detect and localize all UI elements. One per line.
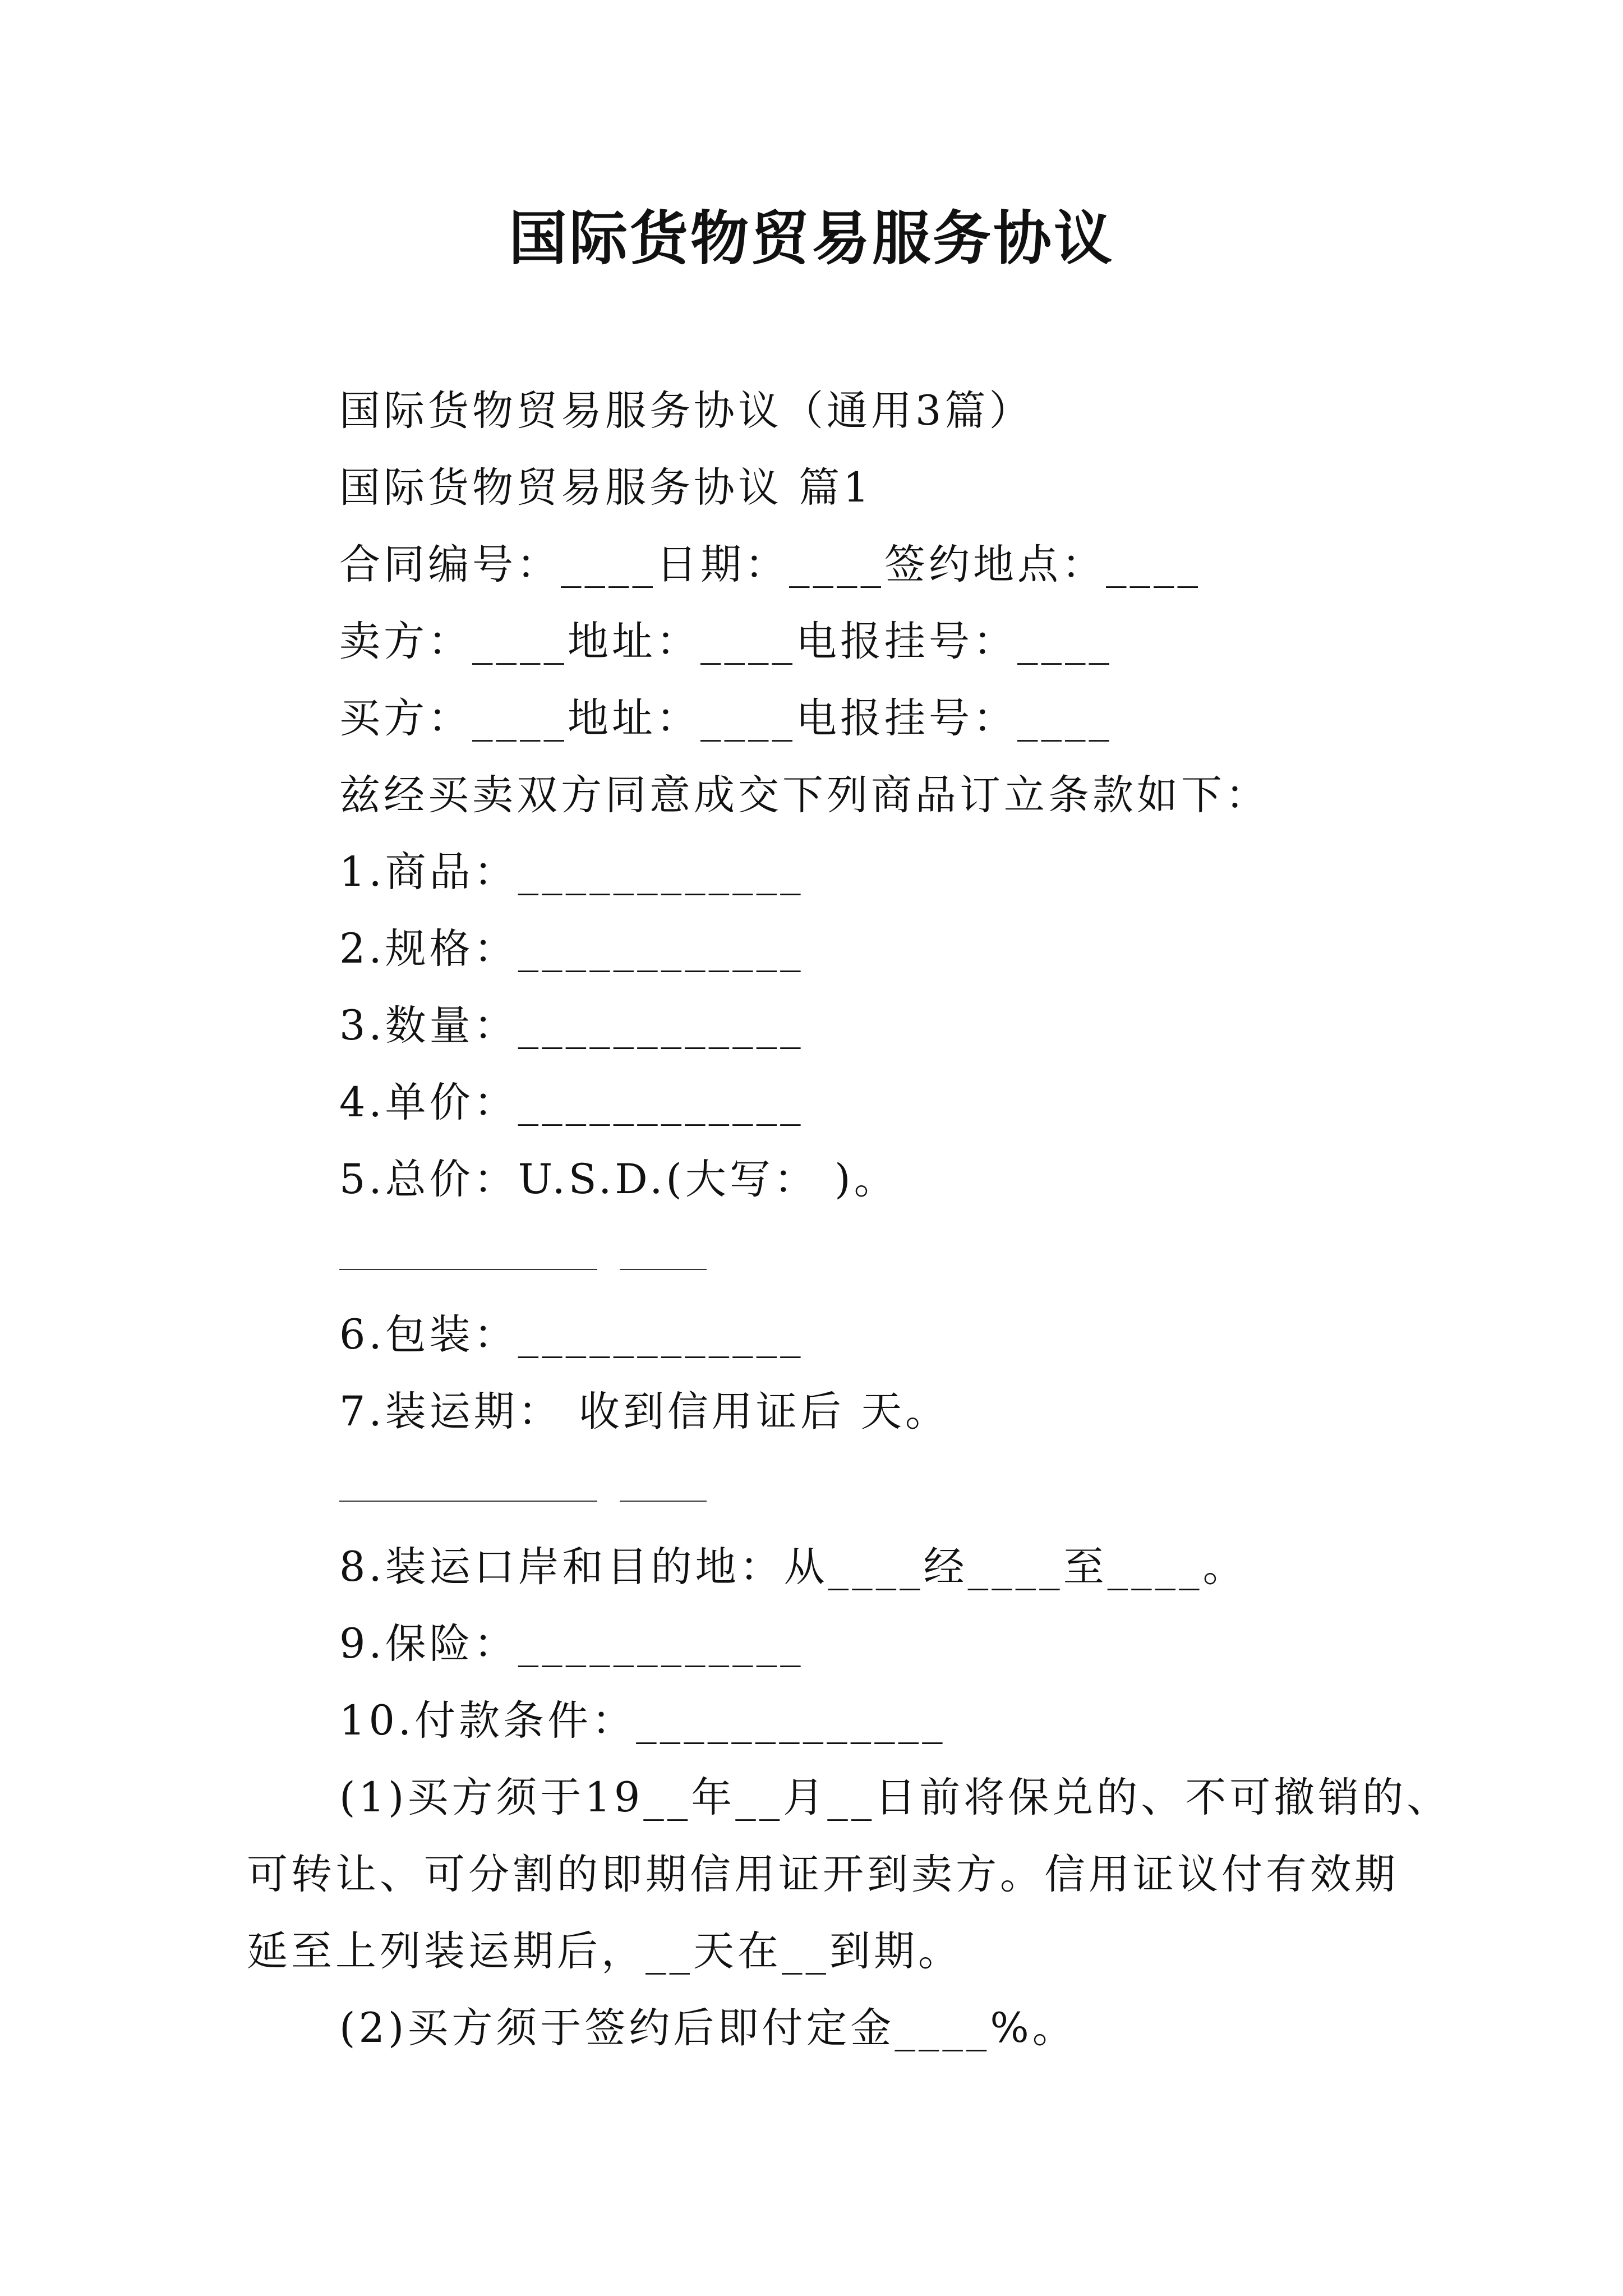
clause-ports: 8.装运口岸和目的地：从____经____至____。 — [339, 1543, 1247, 1591]
contract-info-line: 合同编号：____日期：____签约地点：____ — [339, 541, 1201, 588]
blank-rule — [620, 1269, 707, 1270]
buyer-line: 买方：____地址：____电报挂号：____ — [339, 694, 1113, 742]
intro-line: 兹经买卖双方同意成交下列商品订立条款如下： — [339, 771, 1270, 819]
clause-payment: 10.付款条件：_____________ — [339, 1697, 946, 1745]
blank-rule — [339, 1269, 597, 1270]
payment-term-1-cont: 延至上列装运期后，__天在__到期。 — [247, 1927, 962, 1975]
payment-term-1-cont: 可转让、可分割的即期信用证开到卖方。信用证议付有效期 — [247, 1851, 1399, 1898]
clause-insurance: 9.保险：____________ — [339, 1620, 804, 1668]
clause-unit-price: 4.单价：____________ — [339, 1079, 804, 1126]
payment-term-1: (1)买方须于19__年__月__日前将保兑的、不可撤销的、 — [339, 1774, 1451, 1821]
clause-quantity: 3.数量：____________ — [339, 1002, 804, 1050]
section-heading: 国际货物贸易服务协议 篇1 — [339, 464, 873, 512]
clause-specification: 2.规格：____________ — [339, 925, 804, 973]
clause-shipment: 7.装运期： 收到信用证后 天。 — [339, 1388, 950, 1435]
clause-total-price: 5.总价：U.S.D.(大写： )。 — [339, 1156, 898, 1203]
seller-line: 卖方：____地址：____电报挂号：____ — [339, 618, 1113, 665]
payment-term-2: (2)买方须于签约后即付定金____%。 — [339, 2004, 1077, 2052]
doc-subtitle: 国际货物贸易服务协议（通用3篇） — [339, 387, 1034, 435]
document-title: 国际货物贸易服务协议 — [508, 204, 1114, 273]
blank-rule — [620, 1501, 707, 1502]
clause-goods: 1.商品：____________ — [339, 848, 804, 896]
clause-packing: 6.包装：____________ — [339, 1311, 804, 1359]
blank-rule — [339, 1501, 597, 1502]
